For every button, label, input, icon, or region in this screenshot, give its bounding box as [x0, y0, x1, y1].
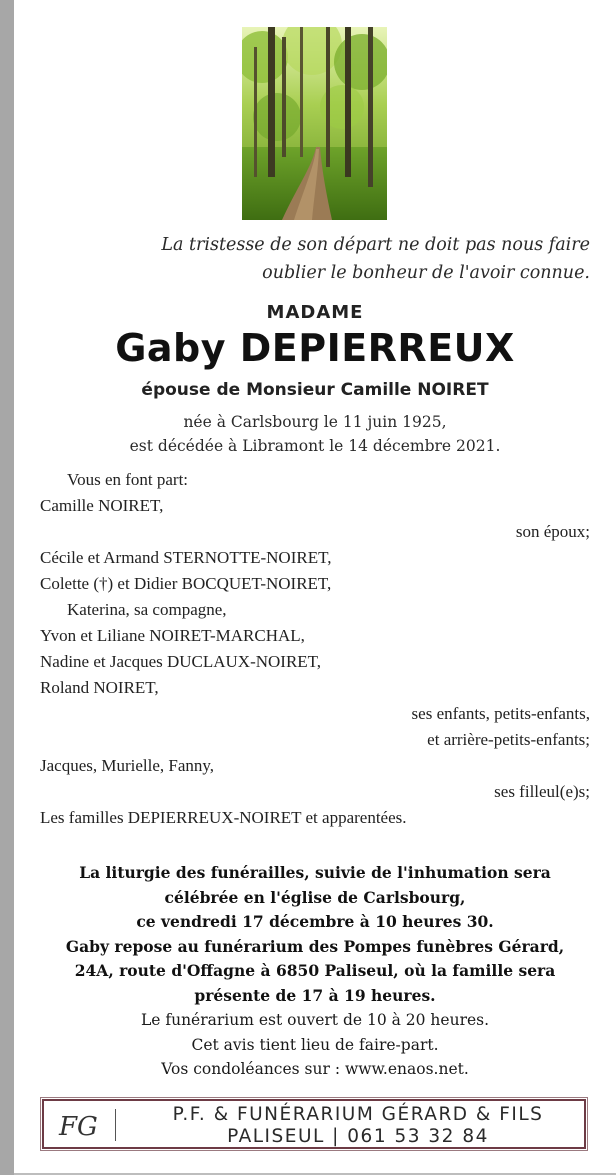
quote-line-1: La tristesse de son départ ne doit pas nous faire [161, 235, 590, 255]
family-intro: Vous en font part: [67, 470, 189, 489]
deceased-name: Gaby DEPIERREUX [115, 326, 515, 370]
family-line: Cécile et Armand STERNOTTE-NOIRET, [40, 548, 332, 567]
announcement-line: Le funérarium est ouvert de 10 à 20 heures. [140, 1011, 490, 1029]
family-line: Roland NOIRET, [40, 678, 159, 697]
family-line: Yvon et Liliane NOIRET-MARCHAL, [40, 626, 305, 645]
funeral-announcement [14, 861, 616, 1082]
family-line: Les familles DEPIERREUX-NOIRET et apparentées. [40, 808, 407, 827]
family-line: Jacques, Murielle, Fanny, [40, 756, 215, 775]
birth-death-info [14, 410, 616, 458]
family-relation: ses enfants, petits-enfants, [411, 704, 590, 723]
memorial-quote [150, 231, 590, 287]
funeral-home-banner [40, 1097, 588, 1151]
announcement-line: Cet avis tient lieu de faire-part. [191, 1035, 439, 1054]
family-line: Camille NOIRET, [40, 496, 164, 515]
family-relation: son époux; [515, 522, 590, 541]
announcement-line: présente de 17 à 19 heures. [194, 985, 436, 1005]
death-line: est décédée à Libramont le 14 décembre 2021. [129, 437, 501, 455]
announcement-line: 24A, route d'Offagne à 6850 Paliseul, où la famille sera [74, 961, 556, 980]
logo-monogram-text: FG [59, 1112, 98, 1142]
honorific-title: MADAME [266, 302, 364, 323]
family-line: Colette (†) et Didier BOCQUET-NOIRET, [40, 574, 332, 593]
birth-line: née à Carlsbourg le 11 juin 1925, [183, 413, 447, 431]
announcement-line: ce vendredi 17 décembre à 10 heures 30. [136, 912, 494, 931]
funeral-home-contact: PALISEUL | 061 53 32 84 [227, 1126, 489, 1147]
funeral-home-logo [55, 1103, 101, 1147]
announcement-line: La liturgie des funérailles, suivie de l'inhumation sera [79, 863, 551, 882]
funeral-home-name: P.F. & FUNÉRARIUM GÉRARD & FILS [172, 1104, 544, 1125]
left-border-bar [0, 0, 14, 1175]
spouse-line: épouse de Monsieur Camille NOIRET [141, 380, 489, 400]
announcement-line: Vos condoléances sur : www.enaos.net. [161, 1060, 469, 1078]
forest-path-photo [242, 27, 387, 220]
family-line: Nadine et Jacques DUCLAUX-NOIRET, [40, 652, 322, 671]
announcement-line: célébrée en l'église de Carlsbourg, [164, 887, 466, 907]
banner-divider [115, 1109, 116, 1141]
family-list [40, 467, 590, 831]
quote-line-2: oublier le bonheur de l'avoir connue. [262, 263, 590, 283]
family-line: Katerina, sa compagne, [67, 600, 227, 619]
family-relation: ses filleul(e)s; [494, 782, 590, 801]
announcement-line: Gaby repose au funérarium des Pompes funèbres Gérard, [65, 936, 565, 956]
family-relation: et arrière-petits-enfants; [427, 730, 590, 749]
